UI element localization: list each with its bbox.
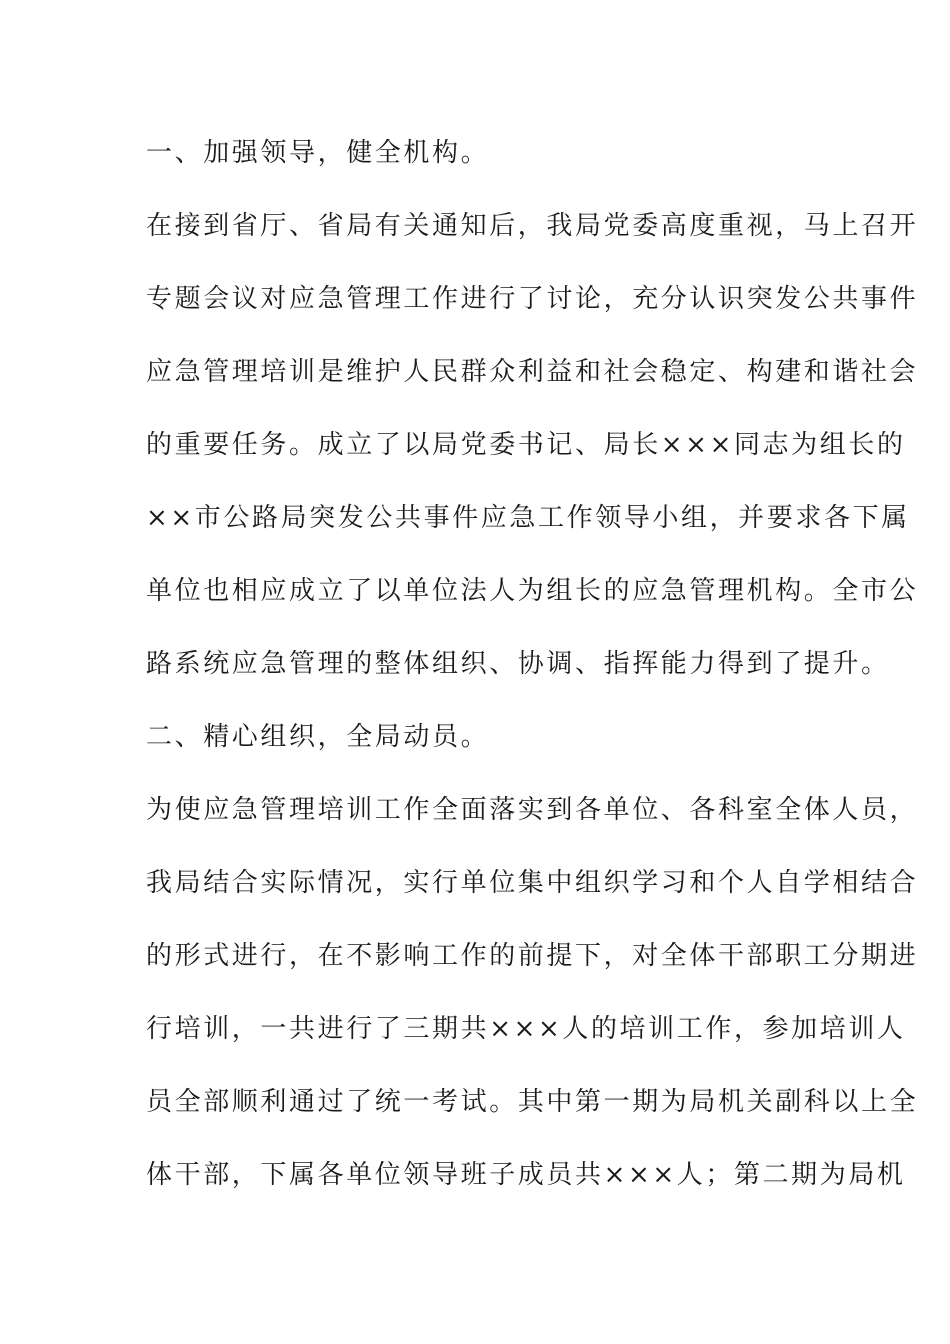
paragraph-line: 在接到省厅、省局有关通知后，我局党委高度重视，马上召开 — [146, 211, 919, 241]
paragraph-line: 路系统应急管理的整体组织、协调、指挥能力得到了提升。 — [146, 649, 890, 679]
paragraph-line: 单位也相应成立了以单位法人为组长的应急管理机构。全市公 — [146, 576, 919, 606]
paragraph-line: 专题会议对应急管理工作进行了讨论，充分认识突发公共事件 — [146, 284, 919, 314]
paragraph-line: 行培训，一共进行了三期共×××人的培训工作，参加培训人 — [146, 1014, 906, 1044]
paragraph-line: 应急管理培训是维护人民群众利益和社会稳定、构建和谐社会 — [146, 357, 919, 387]
paragraph-line: 的重要任务。成立了以局党委书记、局长×××同志为组长的 — [146, 430, 906, 460]
heading-section-1: 一、加强领导，健全机构。 — [146, 138, 490, 168]
paragraph-line: 体干部，下属各单位领导班子成员共×××人；第二期为局机 — [146, 1160, 906, 1190]
paragraph-line: ××市公路局突发公共事件应急工作领导小组，并要求各下属 — [146, 503, 910, 533]
paragraph-line: 我局结合实际情况，实行单位集中组织学习和个人自学相结合 — [146, 868, 919, 898]
heading-section-2: 二、精心组织，全局动员。 — [146, 722, 490, 752]
paragraph-line: 为使应急管理培训工作全面落实到各单位、各科室全体人员， — [146, 795, 919, 825]
paragraph-line: 的形式进行，在不影响工作的前提下，对全体干部职工分期进 — [146, 941, 919, 971]
paragraph-line: 员全部顺利通过了统一考试。其中第一期为局机关副科以上全 — [146, 1087, 919, 1117]
